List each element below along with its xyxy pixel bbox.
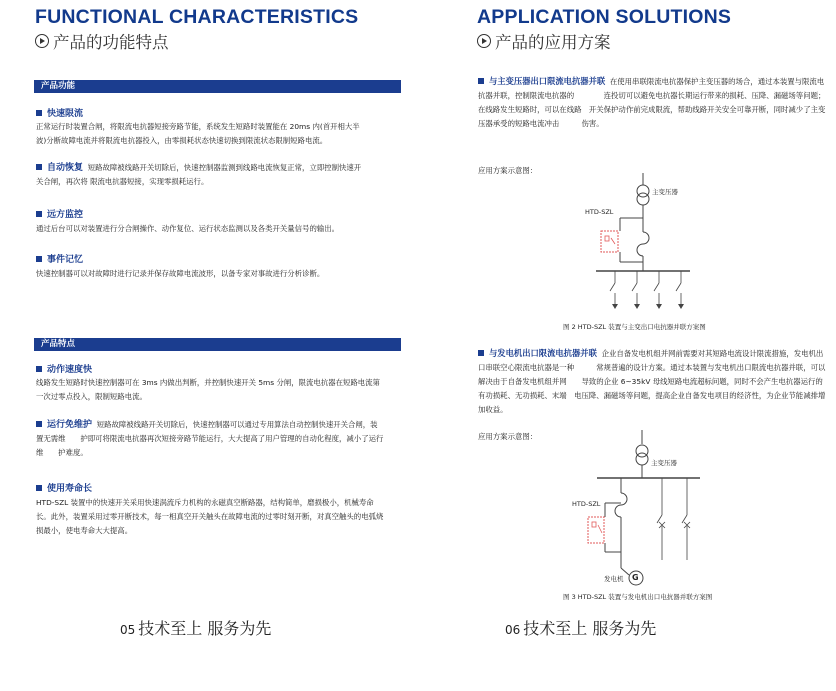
feature-body: 短路故障被线路开关切除后，快速控制器可以通过专用算法自动控制快速开关合闸，装置无需维 护即可将限流电抗器再次短接旁路节能运行，大大提高了用户管理的自动化程度，减小了运行维 护难度。 bbox=[36, 420, 384, 457]
right-title-en: APPLICATION SOLUTIONS bbox=[477, 6, 732, 28]
left-title-en: FUNCTIONAL CHARACTERISTICS bbox=[35, 6, 359, 28]
solution-heading: 与主变压器出口限流电抗器并联 bbox=[489, 76, 606, 86]
feature-heading-text: 动作速度快 bbox=[47, 365, 93, 375]
feature-body: 线路发生短路时快速控制器可在 3ms 内做出判断，并控制快速开关 5ms 分闸，限流电抗器在短路电流第一次过零点投入，限制短路电流。 bbox=[36, 378, 380, 401]
generator-icon: G bbox=[632, 573, 639, 582]
solution-paragraph bbox=[478, 346, 830, 417]
feature-heading-text: 使用寿命长 bbox=[47, 484, 93, 494]
fig2-caption: 图 3 HTD-SZL 装置与发电机出口电抗器并联方案图 bbox=[563, 593, 713, 601]
fig2-transformer-label: 主变压器 bbox=[651, 459, 677, 467]
solution-body: 在使用串联限流电抗器保护主变压器的场合，通过本装置与限流电抗器并联，控制限流电抗器的 连投切可以避免电抗器长期运行带来的损耗、压降、漏磁场等问题；在线路发生短路时，可以在线路 开关保护动作前完成限流，帮助线路开关安全可靠开断，同时减少了主变压器承受的短路电流冲击 伤害。 bbox=[478, 77, 826, 128]
fig1-device-label: HTD-SZL bbox=[585, 208, 614, 216]
left-title-cn-text: 产品的功能特点 bbox=[53, 33, 169, 52]
fig1-transformer-label: 主变压器 bbox=[652, 188, 678, 196]
solution-heading: 与发电机出口限流电抗器并联 bbox=[489, 348, 597, 358]
right-title-cn-text: 产品的应用方案 bbox=[495, 33, 611, 52]
footer-slogan: 技术至上 服务为先 bbox=[523, 619, 657, 638]
fig2-generator-label: 发电机 bbox=[604, 575, 624, 583]
feature-body: 正常运行时装置合闸，将限流电抗器短接旁路节能，系统发生短路时装置能在 20ms 内(首开相大半波)分断故障电流并将限流电抗器投入，由零损耗状态快速切换到限流状态限制短路电流。 bbox=[36, 122, 360, 145]
feature-heading-text: 远方监控 bbox=[47, 210, 84, 220]
feature-body: HTD-SZL 装置中的快速开关采用快速涡流斥力机构的永磁真空断路器，结构简单，磨损极小，机械寿命长。此外，装置采用过零开断技术，每一相真空开关触头在故障电流的过零时刻开断，对真空触头的电弧烧损最小，使电寿命大大提高。 bbox=[36, 498, 384, 535]
page-number: 06 bbox=[505, 623, 521, 637]
feature-heading-text: 自动恢复 bbox=[47, 163, 84, 173]
page-number: 05 bbox=[120, 623, 136, 637]
feature-body: 通过后台可以对装置进行分合闸操作、动作复位、运行状态监测以及各类开关量信号的输出。 bbox=[36, 224, 340, 233]
feature-body: 短路故障被线路开关切除后，快速控制器监测到线路电流恢复正常，立即控制快速开关合闸，再次将 限流电抗器短接，实现零损耗运行。 bbox=[36, 163, 362, 186]
footer-slogan: 技术至上 服务为先 bbox=[138, 619, 272, 638]
section-bar-functions: 产品功能 bbox=[34, 80, 401, 93]
solution-body: 企业自备发电机组并网前需要对其短路电流设计限流措施，发电机出口串联空心限流电抗器是一种 常规普遍的设计方案。通过本装置与发电机出口限流电抗器并联，可以解决由于自备发电机组并网 导致的企业 6~35kV 母线短路电流超标问题，同时不会产生电抗器运行的有功损耗、无功损耗、末端 电压降、漏磁场等问题，提高企业自备发电项目的经济性，为企业节能减排增加收益。 bbox=[478, 349, 826, 414]
feature-heading-text: 快速限流 bbox=[47, 109, 84, 119]
fig2-device-label: HTD-SZL bbox=[572, 500, 601, 508]
right-footer bbox=[505, 616, 656, 639]
square-bullet-icon bbox=[478, 350, 484, 356]
section-bar-features: 产品特点 bbox=[34, 338, 401, 351]
feature-heading-text: 运行免维护 bbox=[47, 420, 93, 430]
diagram-label: 应用方案示意图： bbox=[478, 166, 538, 175]
feature-heading-text: 事件记忆 bbox=[47, 255, 84, 265]
fig1-caption: 图 2 HTD-SZL 装置与主变出口电抗器并联方案图 bbox=[563, 323, 706, 331]
diagram-label: 应用方案示意图： bbox=[478, 432, 538, 441]
feature-body: 快速控制器可以对故障时进行记录并保存故障电流波形，以备专家对事故进行分析诊断。 bbox=[36, 269, 325, 278]
